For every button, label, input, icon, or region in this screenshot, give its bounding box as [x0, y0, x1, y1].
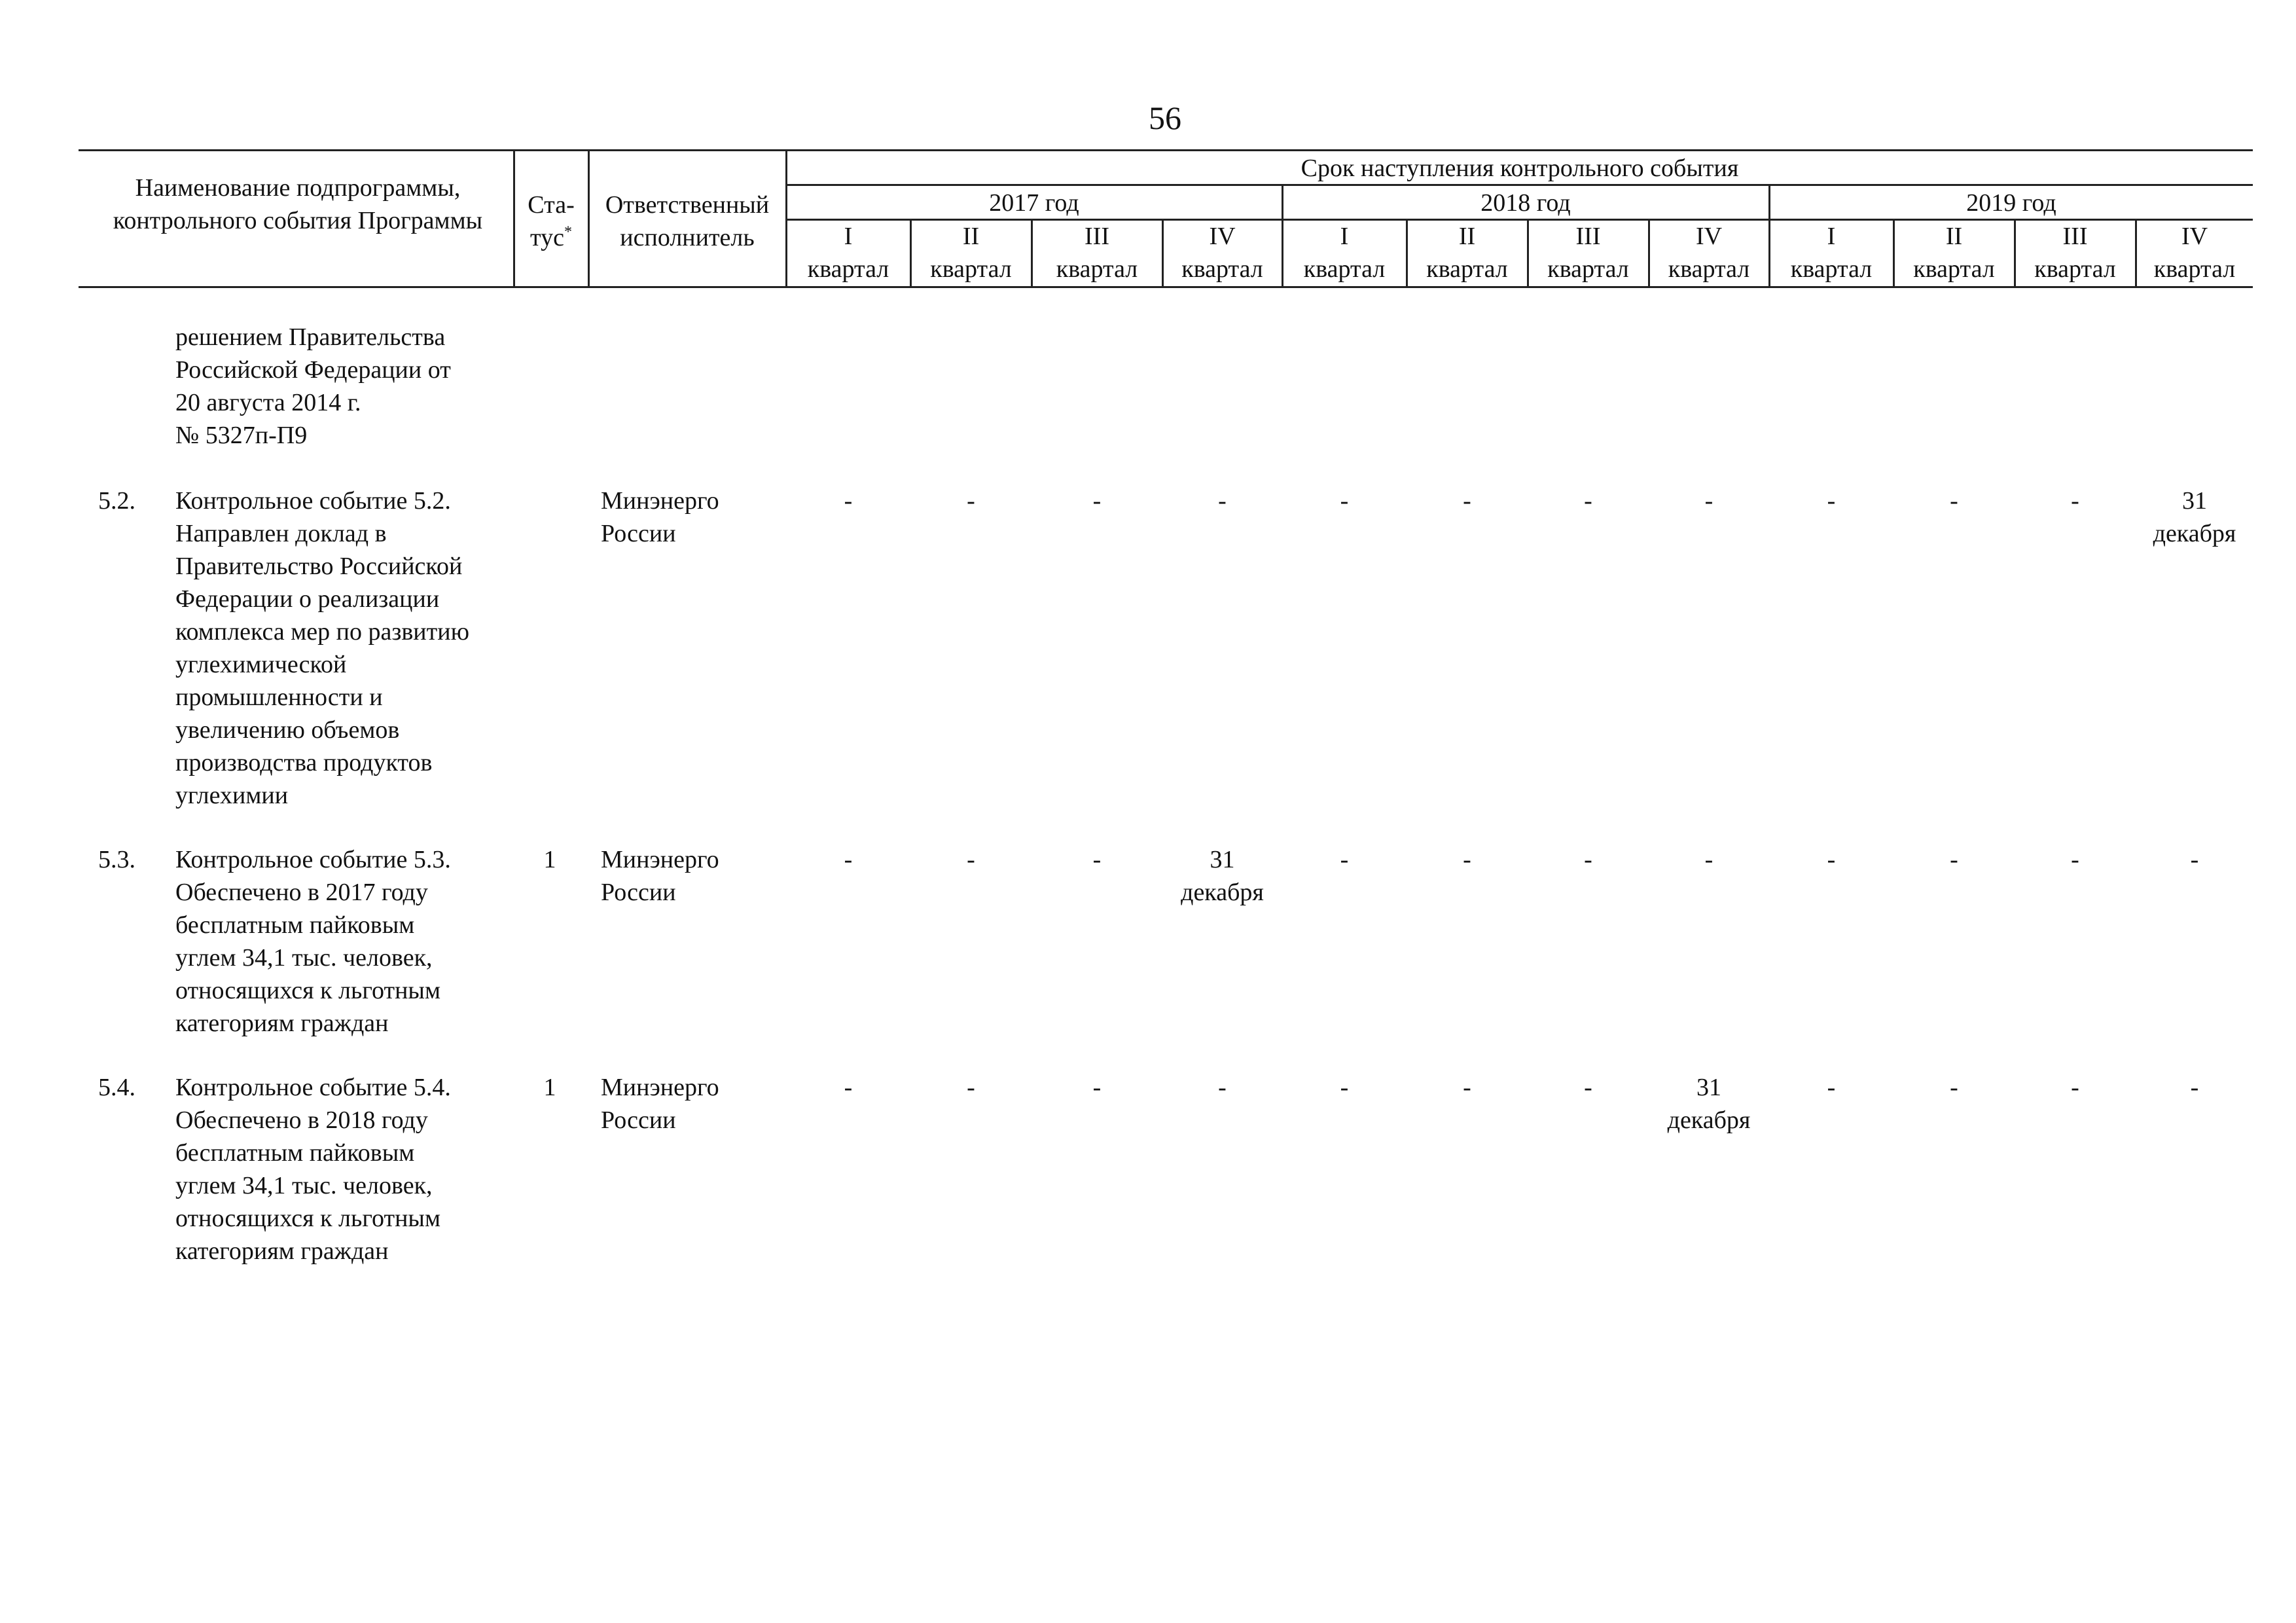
header-top-rule	[79, 149, 2253, 151]
quarter-value	[1283, 843, 1406, 876]
quarter-value	[1649, 843, 1768, 876]
quarter-value	[911, 843, 1031, 876]
header-quarter-cell	[1649, 220, 1768, 285]
quarter-value	[1407, 484, 1527, 517]
header-executor-line1: Ответственный	[605, 191, 770, 219]
event-name-line: Обеспечено в 2017 году	[175, 879, 428, 906]
quarter-value	[1032, 843, 1162, 876]
event-name-line: бесплатным пайковым	[175, 911, 415, 939]
header-quarter-cell	[1528, 220, 1648, 285]
quarter-value	[1894, 843, 2014, 876]
quarter-value-line: -	[1092, 846, 1102, 873]
header-quarter-cell	[911, 220, 1031, 285]
header-status-column	[514, 189, 588, 254]
continuation-line: решением Правительства	[175, 323, 446, 351]
quarter-value	[1528, 484, 1648, 517]
quarter-value	[2136, 843, 2253, 876]
quarter-value-line: -	[1218, 487, 1227, 515]
quarter-value-line: -	[2071, 487, 2079, 515]
quarter-value	[787, 1071, 910, 1104]
quarter-value	[2015, 843, 2135, 876]
quarter-value	[1407, 843, 1527, 876]
quarter-value	[1283, 484, 1406, 517]
event-name-line: углем 34,1 тыс. человек,	[175, 1172, 433, 1199]
header-quarter-word: квартал	[1056, 255, 1138, 283]
quarter-value-line: декабря	[2153, 520, 2236, 547]
header-quarter-number: I	[1340, 223, 1349, 250]
quarter-value-line: -	[1584, 1074, 1592, 1101]
executor-line: России	[601, 1106, 676, 1134]
header-status-footnote-mark: *	[564, 223, 572, 241]
event-name-line: Контрольное событие 5.3.	[175, 846, 451, 873]
row-number: 5.2.	[98, 487, 135, 515]
event-name-line: относящихся к льготным	[175, 1205, 440, 1232]
quarter-value-line: 31	[1210, 846, 1235, 873]
event-name-line: Контрольное событие 5.4.	[175, 1074, 451, 1101]
quarter-value-line: -	[2190, 1074, 2199, 1101]
header-year-2019: 2019 год	[1966, 189, 2056, 217]
quarter-value	[1894, 1071, 2014, 1104]
header-quarter-word: квартал	[1303, 255, 1386, 283]
quarter-value-line: -	[1827, 487, 1836, 515]
quarter-value-line: декабря	[1667, 1106, 1751, 1134]
continuation-line: 20 августа 2014 г.	[175, 389, 361, 416]
quarter-value-line: -	[1340, 846, 1349, 873]
quarter-value-line: -	[967, 846, 975, 873]
header-quarter-cell	[1770, 220, 1893, 285]
quarter-value-line: -	[1827, 1074, 1836, 1101]
quarter-value	[1163, 1071, 1282, 1104]
quarter-value-line: -	[967, 487, 975, 515]
event-name-line: категориям граждан	[175, 1010, 389, 1037]
header-quarter-cell	[1163, 220, 1282, 285]
page-number: 56	[1149, 100, 1181, 136]
quarter-value-line: -	[967, 1074, 975, 1101]
header-quarter-cell	[1283, 220, 1406, 285]
event-name-line: углехимии	[175, 782, 289, 809]
header-status-line1: Ста-	[528, 191, 575, 219]
event-name-line: бесплатным пайковым	[175, 1139, 415, 1167]
quarter-value-line: -	[1092, 1074, 1102, 1101]
header-quarter-number: IV	[1695, 223, 1723, 250]
header-deadline-group: Срок наступления контрольного события	[1300, 155, 1739, 182]
event-name	[175, 1071, 529, 1267]
event-name-line: производства продуктов	[175, 749, 433, 776]
event-name-line: Федерации о реализации	[175, 585, 440, 613]
header-status-line2	[514, 221, 588, 254]
header-quarter-word: квартал	[1913, 255, 1995, 283]
header-executor-column	[589, 189, 785, 254]
quarter-value	[2015, 484, 2135, 517]
event-name-line: углем 34,1 тыс. человек,	[175, 944, 433, 972]
header-quarter-number: III	[1085, 223, 1109, 250]
continuation-text	[175, 321, 529, 452]
header-quarter-cell	[2015, 220, 2135, 285]
quarter-value-line: -	[1340, 1074, 1349, 1101]
executor-line: Минэнерго	[601, 1074, 719, 1101]
quarter-value-line: -	[1827, 846, 1836, 873]
event-name	[175, 484, 529, 812]
executor-line: Минэнерго	[601, 487, 719, 515]
quarter-value	[911, 484, 1031, 517]
event-name-line: промышленности и	[175, 684, 383, 711]
header-year-2018: 2018 год	[1480, 189, 1571, 217]
quarter-value-line: -	[1950, 1074, 1958, 1101]
event-name-line: Правительство Российской	[175, 553, 463, 580]
event-name-line: Обеспечено в 2018 году	[175, 1106, 428, 1134]
quarter-value-line: -	[1950, 846, 1958, 873]
continuation-line: Российской Федерации от	[175, 356, 451, 384]
executor	[601, 484, 797, 550]
header-quarter-cell	[1407, 220, 1527, 285]
header-quarter-word: квартал	[1547, 255, 1629, 283]
event-name	[175, 843, 529, 1040]
quarter-value-line: -	[1704, 487, 1713, 515]
quarter-value-line: -	[1704, 846, 1713, 873]
quarter-value	[1163, 843, 1282, 909]
quarter-value	[787, 484, 910, 517]
status-value: 1	[543, 846, 556, 873]
quarter-value-line: -	[2071, 846, 2079, 873]
quarter-value-line: 31	[2182, 487, 2207, 515]
quarter-value-line: -	[1340, 487, 1349, 515]
header-quarter-word: квартал	[1426, 255, 1508, 283]
header-quarter-number: II	[1458, 223, 1476, 250]
row-number: 5.4.	[98, 1074, 135, 1101]
quarter-value	[911, 1071, 1031, 1104]
quarter-value	[1407, 1071, 1527, 1104]
event-name-line: относящихся к льготным	[175, 977, 440, 1004]
quarter-value	[2136, 1071, 2253, 1104]
event-name-line: Направлен доклад в	[175, 520, 387, 547]
header-year-2017: 2017 год	[989, 189, 1079, 217]
header-executor-line2: исполнитель	[620, 224, 755, 251]
quarter-value	[1770, 843, 1893, 876]
header-quarter-number: IV	[2181, 223, 2208, 250]
status-value: 1	[543, 1074, 556, 1101]
quarter-value	[1032, 484, 1162, 517]
header-quarter-cell	[787, 220, 910, 285]
header-quarter-number: II	[962, 223, 980, 250]
event-name-line: Контрольное событие 5.2.	[175, 487, 451, 515]
quarter-value-line: -	[844, 846, 853, 873]
header-quarter-number: III	[2062, 223, 2088, 250]
header-quarter-cell	[1894, 220, 2014, 285]
header-quarter-cell	[2136, 220, 2253, 285]
quarter-value-line: -	[2071, 1074, 2079, 1101]
header-name-column: Наименование подпрограммы, контрольного события Программы	[113, 174, 483, 234]
quarter-value-line: -	[1463, 1074, 1471, 1101]
quarter-value-line: -	[1463, 487, 1471, 515]
event-name-line: категориям граждан	[175, 1237, 389, 1265]
quarter-value-line: -	[1218, 1074, 1227, 1101]
header-quarter-word: квартал	[2153, 255, 2236, 283]
quarter-value	[1283, 1071, 1406, 1104]
quarter-value	[1163, 484, 1282, 517]
header-quarter-word: квартал	[930, 255, 1012, 283]
event-name-line: комплекса мер по развитию	[175, 618, 469, 646]
executor	[601, 1071, 797, 1137]
quarter-value-line: 31	[1696, 1074, 1721, 1101]
quarter-value-line: -	[1584, 846, 1592, 873]
quarter-value-line: декабря	[1181, 879, 1264, 906]
quarter-value	[1528, 1071, 1648, 1104]
quarter-value	[2015, 1071, 2135, 1104]
quarter-value	[1649, 484, 1768, 517]
executor-line: Минэнерго	[601, 846, 719, 873]
header-quarter-cell	[1032, 220, 1162, 285]
quarter-value-line: -	[1092, 487, 1102, 515]
continuation-line: № 5327п-П9	[175, 422, 308, 449]
executor-line: России	[601, 879, 676, 906]
quarter-value	[2136, 484, 2253, 550]
quarter-value	[1770, 484, 1893, 517]
event-name-line: увеличению объемов	[175, 716, 400, 744]
quarter-value	[1032, 1071, 1162, 1104]
executor-line: России	[601, 520, 676, 547]
header-quarter-word: квартал	[1668, 255, 1750, 283]
quarter-value	[1649, 1071, 1768, 1137]
quarter-value-line: -	[1950, 487, 1958, 515]
quarter-value-line: -	[844, 1074, 853, 1101]
header-quarter-word: квартал	[1790, 255, 1873, 283]
header-quarter-word: квартал	[1181, 255, 1263, 283]
quarter-value	[787, 843, 910, 876]
quarter-value	[1770, 1071, 1893, 1104]
quarter-value-line: -	[2190, 846, 2199, 873]
quarter-value-line: -	[844, 487, 853, 515]
header-quarter-number: II	[1945, 223, 1963, 250]
header-quarter-number: I	[844, 223, 853, 250]
header-quarter-word: квартал	[807, 255, 889, 283]
header-status-word: тус	[530, 224, 564, 251]
row-number: 5.3.	[98, 846, 135, 873]
executor	[601, 843, 797, 909]
event-name-line: углехимической	[175, 651, 347, 678]
quarter-value	[1894, 484, 2014, 517]
quarter-value-line: -	[1584, 487, 1592, 515]
header-quarter-word: квартал	[2034, 255, 2116, 283]
header-quarter-number: III	[1575, 223, 1601, 250]
header-quarter-number: IV	[1209, 223, 1236, 250]
quarter-value-line: -	[1463, 846, 1471, 873]
header-bottom-rule	[79, 286, 2253, 288]
header-quarter-number: I	[1827, 223, 1836, 250]
quarter-value	[1528, 843, 1648, 876]
